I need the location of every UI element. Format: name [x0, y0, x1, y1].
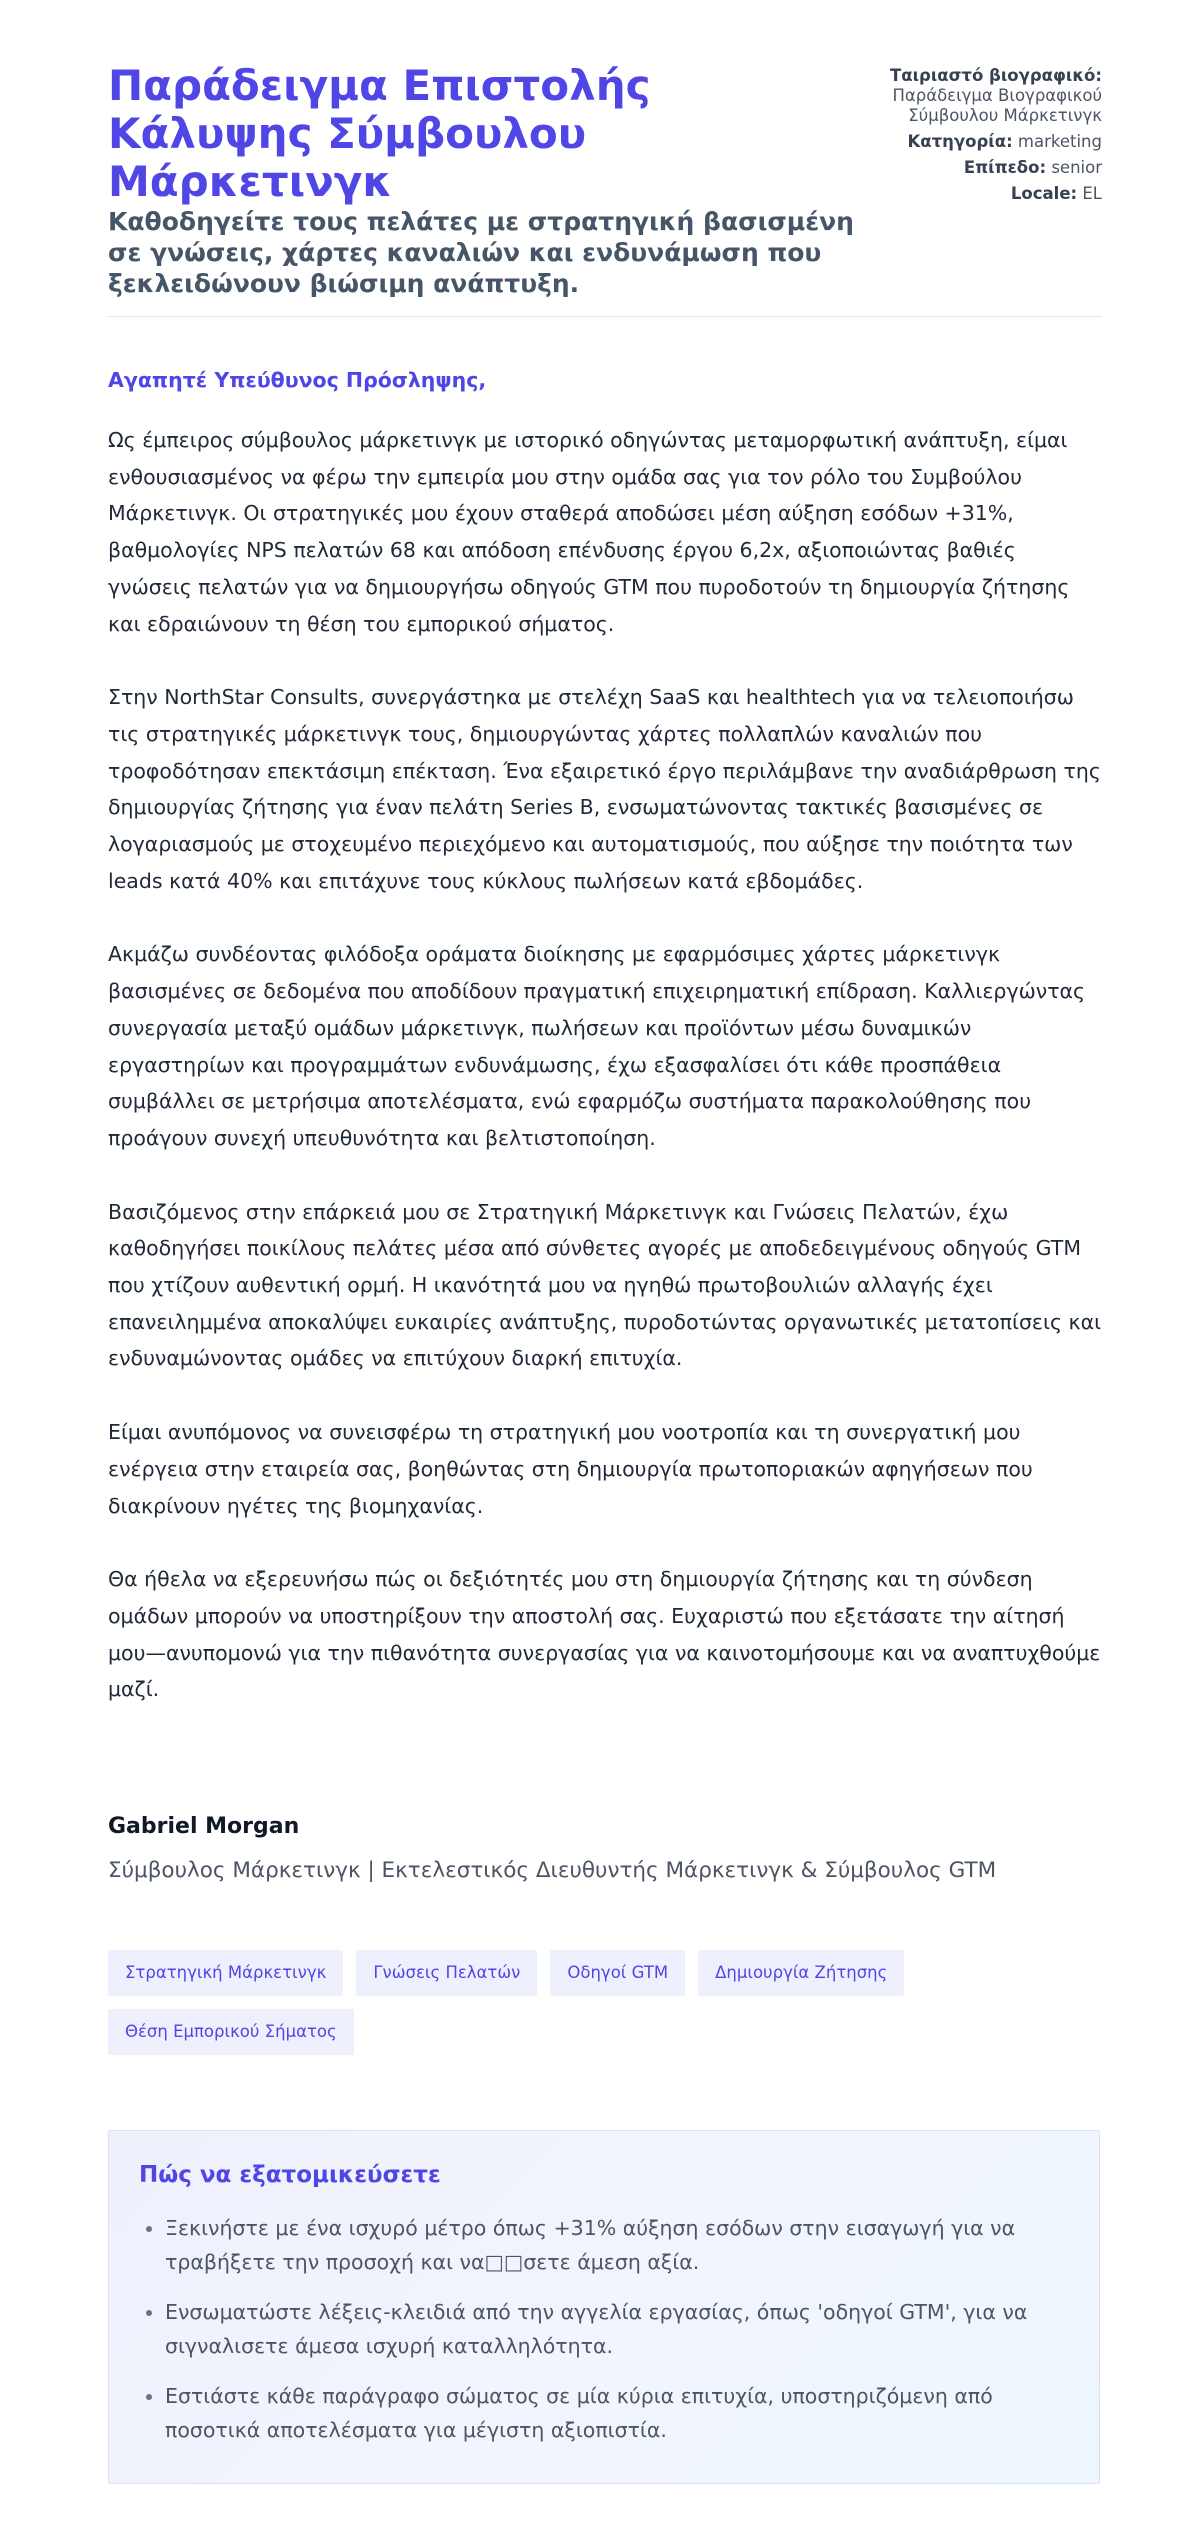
- skill-tag: Γνώσεις Πελατών: [356, 1950, 537, 1996]
- signature-title: Σύμβουλος Μάρκετινγκ | Εκτελεστικός Διευθυντής Μάρκετινγκ & Σύμβουλος GTM: [108, 1858, 997, 1883]
- meta-resume-value: Παράδειγμα Βιογραφικού Σύμβουλου Μάρκετινγκ: [892, 86, 1102, 125]
- letter-paragraph: Είμαι ανυπόμονος να συνεισφέρω τη στρατηγική μου νοοτροπία και τη συνεργατική μου ενέργεια στην εταιρεία σας, βοηθώντας στη δημιουργία πρωτοποριακών αφηγήσεων που διακρίνουν ηγέτες της βιομηχανίας.: [108, 1420, 1033, 1518]
- header: [108, 62, 1102, 299]
- tip-item: • Ενσωματώστε λέξεις-κλειδιά από την αγγελία εργασίας, όπως 'οδηγοί GTM', για να σιγναλισετε άμεσα ισχυρή καταλληλότητα.: [165, 2295, 1069, 2363]
- meta-resume-label: Ταιριαστό βιογραφικό:: [889, 66, 1102, 85]
- signature-name: Gabriel Morgan: [108, 1814, 300, 1839]
- page-title: Παράδειγμα Επιστολής Κάλυψης Σύμβουλου Μάρκετινγκ: [108, 61, 651, 206]
- meta-locale: [863, 184, 1102, 204]
- tip-item: • Ξεκινήστε με ένα ισχυρό μέτρο όπως +31% αύξηση εσόδων στην εισαγωγή για να τραβήξετε την προσοχή και να□□σετε άμεση αξία.: [165, 2211, 1069, 2279]
- meta-category: [863, 132, 1102, 152]
- tips-list: [139, 2211, 1069, 2447]
- meta-level-label: Επίπεδο:: [963, 158, 1047, 177]
- tips-title: Πώς να εξατομικεύσετε: [139, 2162, 441, 2188]
- salutation: Αγαπητέ Υπεύθυνος Πρόσληψης,: [108, 368, 487, 392]
- letter-paragraph: Θα ήθελα να εξερευνήσω πώς οι δεξιότητές μου στη δημιουργία ζήτησης και τη σύνδεση ομάδων μπορούν να υποστηρίξουν την αποστολή σας. Ευχαριστώ που εξετάσατε την αίτησή μου—ανυπομονώ για την πιθανότητα συνεργασίας για να καινοτομήσουμε και να αναπτυχθούμε μαζί.: [108, 1567, 1101, 1702]
- letter-paragraph: Ως έμπειρος σύμβουλος μάρκετινγκ με ιστορικό οδηγώντας μεταμορφωτική ανάπτυξη, είμαι ενθουσιασμένος να φέρω την εμπειρία μου στην ομάδα σας για τον ρόλο του Συμβούλου Μάρκετινγκ. Οι στρατηγικές μου έχουν σταθερά αποδώσει μέση αύξηση εσόδων +31%, βαθμολογίες NPS πελατών 68 και απόδοση επένδυσης έργου 6,2x, αξιοποιώντας βαθιές γνώσεις πελατών για να δημιουργήσω οδηγούς GTM που πυροδοτούν τη δημιουργία ζήτησης και εδραιώνουν τη θέση του εμπορικού σήματος.: [108, 428, 1070, 636]
- skill-tag: Οδηγοί GTM: [550, 1950, 685, 1996]
- letter-body: [108, 362, 1102, 1745]
- meta-category-value: marketing: [1017, 132, 1102, 151]
- meta-resume: [863, 66, 1102, 126]
- meta-locale-label: Locale:: [1010, 184, 1078, 203]
- header-divider: [108, 316, 1102, 317]
- signature-block: [108, 1812, 1102, 1886]
- header-titles: [108, 62, 863, 299]
- meta-category-label: Κατηγορία:: [907, 132, 1013, 151]
- meta-panel: [863, 62, 1102, 210]
- personalization-tips: [108, 2130, 1100, 2484]
- letter-paragraph: Ακμάζω συνδέοντας φιλόδοξα οράματα διοίκησης με εφαρμόσιμες χάρτες μάρκετινγκ βασισμένες σε δεδομένα που αποδίδουν πραγματική επιχειρηματική επίδραση. Καλλιεργώντας συνεργασία μεταξύ ομάδων μάρκετινγκ, πωλήσεων και προϊόντων μέσω δυναμικών εργαστηρίων και προγραμμάτων ενδυνάμωσης, έχω εξασφαλίσει ότι κάθε προσπάθεια συμβάλλει σε μετρήσιμα αποτελέσματα, ενώ εφαρμόζω συστήματα παρακολούθησης που προάγουν συνεχή υπευθυνότητα και βελτιστοποίηση.: [108, 942, 1086, 1150]
- skill-tag: Θέση Εμπορικού Σήματος: [108, 2009, 354, 2055]
- skill-tags: [108, 1950, 1102, 2055]
- letter-paragraph: Στην NorthStar Consults, συνεργάστηκα με στελέχη SaaS και healthtech για να τελειοποιήσω τις στρατηγικές μάρκετινγκ τους, δημιουργώντας χάρτες πολλαπλών καναλιών που τροφοδότησαν επεκτάσιμη επέκταση. Ένα εξαιρετικό έργο περιλάμβανε την αναδιάρθρωση της δημιουργίας ζήτησης για έναν πελάτη Series B, ενσωματώνοντας τακτικές βασισμένες σε λογαριασμούς με στοχευμένο περιεχόμενο και αυτοματισμούς, που αύξησε την ποιότητα των leads κατά 40% και επιτάχυνε τους κύκλους πωλήσεων κατά εβδομάδες.: [108, 685, 1101, 893]
- meta-locale-value: EL: [1082, 184, 1102, 203]
- skill-tag: Δημιουργία Ζήτησης: [698, 1950, 904, 1996]
- skill-tag: Στρατηγική Μάρκετινγκ: [108, 1950, 343, 1996]
- letter-paragraph: Βασιζόμενος στην επάρκειά μου σε Στρατηγική Μάρκετινγκ και Γνώσεις Πελατών, έχω καθοδηγήσει ποικίλους πελάτες μέσα από σύνθετες αγορές με αποδεδειγμένους οδηγούς GTM που χτίζουν αυθεντική ορμή. Η ικανότητά μου να ηγηθώ πρωτοβουλιών αλλαγής έχει επανειλημμένα αποκαλύψει ευκαιρίες ανάπτυξης, πυροδοτώντας οργανωτικές μετατοπίσεις και ενδυναμώνοντας ομάδες να επιτύχουν διαρκή επιτυχία.: [108, 1199, 1102, 1371]
- page-subtitle: Καθοδηγείτε τους πελάτες με στρατηγική βασισμένη σε γνώσεις, χάρτες καναλιών και ενδυνάμωση που ξεκλειδώνουν βιώσιμη ανάπτυξη.: [108, 207, 854, 298]
- tip-item: • Εστιάστε κάθε παράγραφο σώματος σε μία κύρια επιτυχία, υποστηριζόμενη από ποσοτικά αποτελέσματα για μέγιστη αξιοπιστία.: [165, 2379, 1069, 2447]
- meta-level-value: senior: [1051, 158, 1102, 177]
- meta-level: [863, 158, 1102, 178]
